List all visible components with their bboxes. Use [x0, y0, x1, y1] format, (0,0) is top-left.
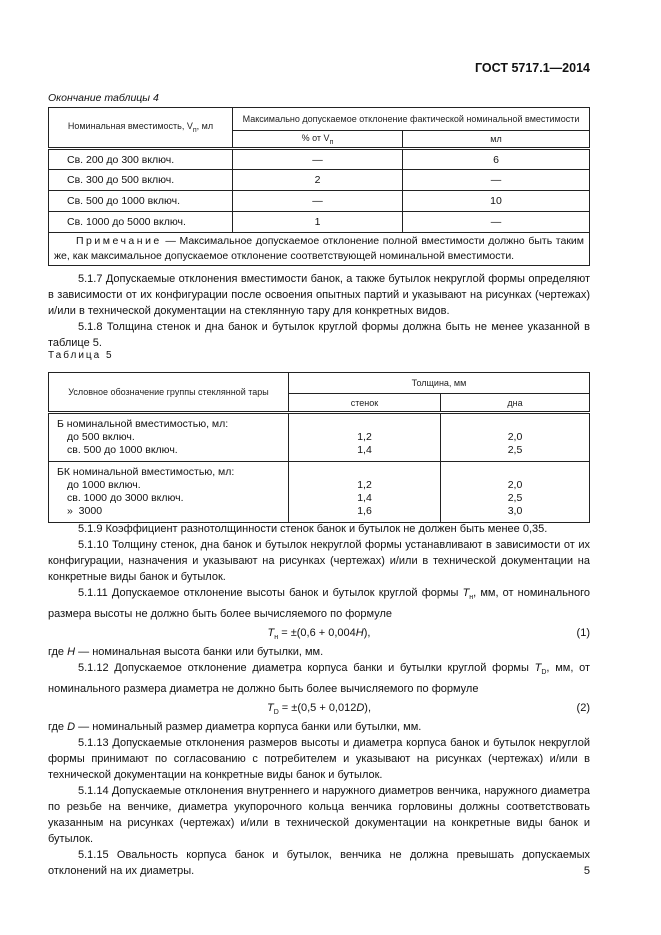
- table5-caption: Таблица 5: [48, 350, 114, 361]
- table4-header-deviation: Максимально допускаемое отклонение фактической номинальной вместимости: [233, 108, 590, 131]
- paragraph-5-1-13: 5.1.13 Допускаемые отклонения размеров высоты и диаметра корпуса банок и бутылок некруглой формы принимают по согласованию с потребителем и указывают на рисунках (чертежах) и/или в технической документации на конкретные виды банок и бутылок.: [48, 737, 590, 782]
- cell-ml: —: [403, 212, 590, 233]
- cell-ml: —: [403, 170, 590, 191]
- cell-range: Св. 300 до 500 включ.: [49, 170, 233, 191]
- paragraph-5-1-15: 5.1.15 Овальность корпуса банок и бутылок, венчика не должна превышать допускаемых отклонений на их диаметры.: [48, 849, 590, 878]
- cell-bottom: 2,0 2,5 3,0: [441, 462, 590, 523]
- paragraph-5-1-7: 5.1.7 Допускаемые отклонения вместимости банок, а также бутылок некруглой формы определяют в зависимости от их конфигурации после освоения опытных партий и указывают на рисунках (чертежах) и/или в технической документации на стеклянную тару для конкретных видов.: [48, 273, 590, 317]
- table-row: [49, 191, 590, 212]
- where-h: где H — номинальная высота банки или бутылки, мм.: [48, 646, 324, 659]
- table4-caption: Окончание таблицы 4: [48, 92, 159, 104]
- table-row: [49, 170, 590, 191]
- cell-group: Б номинальной вместимостью, мл: до 500 включ. св. 500 до 1000 включ.: [49, 413, 289, 462]
- cell-pct: —: [233, 149, 403, 170]
- cell-range: Св. 500 до 1000 включ.: [49, 191, 233, 212]
- cell-pct: 1: [233, 212, 403, 233]
- cell-pct: —: [233, 191, 403, 212]
- cell-range: Св. 1000 до 5000 включ.: [49, 212, 233, 233]
- paragraph-5-1-8: 5.1.8 Толщина стенок и дна банок и бутылок круглой формы должна быть не менее указанной в таблице 5.: [48, 321, 590, 349]
- table5: [48, 372, 590, 523]
- table4-header-capacity: Номинальная вместимость, $V_п$, мл: [49, 108, 233, 149]
- formula-1: $T_н = \pm(0,6 + 0,004H)$, (1): [267, 627, 590, 642]
- cell-group: БК номинальной вместимостью, мл: до 1000 включ. св. 1000 до 3000 включ. » 3000: [49, 462, 289, 523]
- table-row: [49, 413, 590, 462]
- where-d: где D — номинальный размер диаметра корпуса банки или бутылки, мм.: [48, 721, 422, 734]
- page-number: 5: [583, 865, 590, 877]
- paragraph-5-1-12: 5.1.12 Допускаемое отклонение диаметра корпуса банки и бутылки круглой формы $T_D$, мм, от номинального размера диаметра не должно быть более вычисляемого по формуле: [48, 662, 591, 696]
- cell-ml: 6: [403, 149, 590, 170]
- section-5-1-9-to-5-1-15: [48, 521, 590, 879]
- cell-walls: 1,2 1,4 1,6: [289, 462, 441, 523]
- table-row: [49, 462, 590, 523]
- table4-header-ml: мл: [403, 131, 590, 149]
- cell-bottom: 2,0 2,5: [441, 413, 590, 462]
- document-code: ГОСТ 5717.1—2014: [474, 61, 590, 75]
- table5-header-thickness: Толщина, мм: [289, 373, 590, 394]
- paragraph-5-1-14: 5.1.14 Допускаемые отклонения внутреннего и наружного диаметров венчика, наружного диаметра по резьбе на венчике, диаметра укупорочного кольца венчика горловины должны соответствовать указанным на рисунках (чертежах) и/или в технической документации на конкретные виды банок и бутылок.: [48, 785, 590, 846]
- paragraph-5-1-10: 5.1.10 Толщину стенок, дна банок и бутылок некруглой формы устанавливают в зависимости от их конфигурации, назначения и указывают на рисунках (чертежах) и/или в технической документации на конкретные виды банок и бутылок.: [48, 539, 590, 583]
- cell-walls: 1,2 1,4: [289, 413, 441, 462]
- table-row: [49, 212, 590, 233]
- table5-header-walls: стенок: [289, 394, 441, 413]
- formula-2: $T_D = \pm(0,5 + 0,012D)$, (2): [266, 702, 590, 717]
- table4: [48, 107, 590, 266]
- cell-pct: 2: [233, 170, 403, 191]
- section-5-1-7-to-5-1-8: [48, 271, 590, 351]
- table5-header-group: Условное обозначение группы стеклянной тары: [49, 373, 289, 413]
- paragraph-5-1-11: 5.1.11 Допускаемое отклонение высоты банок и бутылок круглой формы $T_н$, мм, от номинального размера высоты не должно быть более вычисляемого по формуле: [48, 587, 590, 621]
- table-row: [49, 149, 590, 170]
- cell-ml: 10: [403, 191, 590, 212]
- cell-range: Св. 200 до 300 включ.: [49, 149, 233, 170]
- table5-header-bottom: дна: [441, 394, 590, 413]
- table4-note: Примечание — Максимальное допускаемое отклонение полной вместимости должно быть таким же, как максимальное допускаемое отклонение соответствующей номинальной вместимости.: [49, 233, 590, 266]
- paragraph-5-1-9: 5.1.9 Коэффициент разнотолщинности стенок банок и бутылок не должен быть менее 0,35.: [78, 523, 548, 535]
- table4-header-percent: % от $V_п$: [233, 131, 403, 149]
